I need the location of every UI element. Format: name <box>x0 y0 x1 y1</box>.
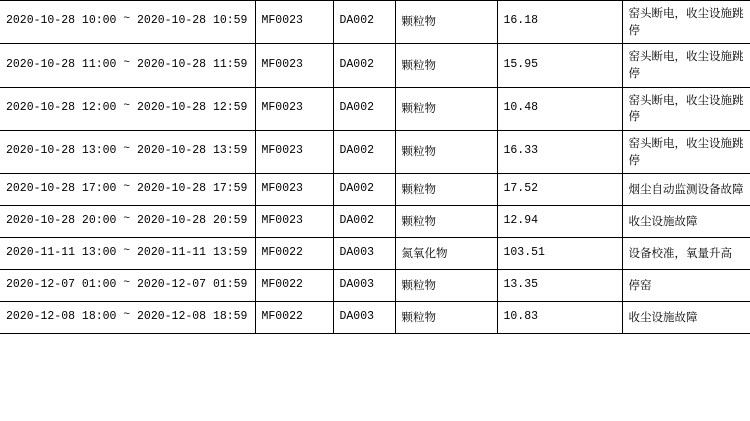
cell-value: 16.18 <box>497 1 622 44</box>
period-start: 2020-10-28 17:00 <box>6 181 117 195</box>
cell-value: 103.51 <box>497 238 622 270</box>
period-separator: ~ <box>123 212 131 225</box>
cell-period <box>0 131 255 174</box>
cell-period <box>0 238 255 270</box>
cell-facility-code: MF0023 <box>255 1 333 44</box>
cell-reason: 窑头断电，收尘设施跳停 <box>622 1 750 44</box>
period-end: 2020-10-28 20:59 <box>137 213 248 227</box>
cell-outlet-code: DA002 <box>333 131 395 174</box>
cell-period <box>0 302 255 334</box>
period-start: 2020-12-08 18:00 <box>6 309 117 323</box>
cell-outlet-code: DA002 <box>333 87 395 130</box>
table-row <box>0 238 750 270</box>
cell-period <box>0 270 255 302</box>
period-start: 2020-11-11 13:00 <box>6 245 117 259</box>
cell-pollutant: 颗粒物 <box>395 270 497 302</box>
cell-value: 13.35 <box>497 270 622 302</box>
cell-reason: 窑头断电，收尘设施跳停 <box>622 87 750 130</box>
cell-value: 12.94 <box>497 206 622 238</box>
cell-facility-code: MF0022 <box>255 270 333 302</box>
cell-reason: 设备校准，氧量升高 <box>622 238 750 270</box>
table-row <box>0 131 750 174</box>
cell-facility-code: MF0023 <box>255 206 333 238</box>
period-separator: ~ <box>123 56 131 69</box>
cell-pollutant: 颗粒物 <box>395 87 497 130</box>
period-start: 2020-12-07 01:00 <box>6 277 117 291</box>
cell-outlet-code: DA002 <box>333 174 395 206</box>
period-start: 2020-10-28 12:00 <box>6 100 117 114</box>
period-separator: ~ <box>123 276 131 289</box>
cell-reason: 收尘设施故障 <box>622 302 750 334</box>
table-row <box>0 174 750 206</box>
cell-facility-code: MF0022 <box>255 302 333 334</box>
cell-facility-code: MF0023 <box>255 174 333 206</box>
cell-pollutant: 颗粒物 <box>395 44 497 87</box>
period-start: 2020-10-28 20:00 <box>6 213 117 227</box>
period-end: 2020-10-28 13:59 <box>137 144 248 158</box>
period-end: 2020-10-28 17:59 <box>137 181 248 195</box>
cell-pollutant: 颗粒物 <box>395 131 497 174</box>
cell-value: 16.33 <box>497 131 622 174</box>
period-start: 2020-10-28 10:00 <box>6 14 117 28</box>
cell-facility-code: MF0023 <box>255 131 333 174</box>
table-row <box>0 87 750 130</box>
cell-reason: 窑头断电，收尘设施跳停 <box>622 44 750 87</box>
cell-outlet-code: DA002 <box>333 206 395 238</box>
cell-pollutant: 颗粒物 <box>395 1 497 44</box>
period-separator: ~ <box>123 143 131 156</box>
cell-reason: 烟尘自动监测设备故障 <box>622 174 750 206</box>
period-start: 2020-10-28 13:00 <box>6 144 117 158</box>
period-separator: ~ <box>123 99 131 112</box>
cell-pollutant: 颗粒物 <box>395 174 497 206</box>
cell-outlet-code: DA003 <box>333 270 395 302</box>
cell-reason: 收尘设施故障 <box>622 206 750 238</box>
cell-value: 10.83 <box>497 302 622 334</box>
period-separator: ~ <box>123 244 131 257</box>
cell-reason: 停窑 <box>622 270 750 302</box>
cell-outlet-code: DA003 <box>333 302 395 334</box>
period-end: 2020-11-11 13:59 <box>137 245 248 259</box>
cell-pollutant: 氮氧化物 <box>395 238 497 270</box>
cell-pollutant: 颗粒物 <box>395 302 497 334</box>
table-row <box>0 206 750 238</box>
cell-period <box>0 206 255 238</box>
cell-pollutant: 颗粒物 <box>395 206 497 238</box>
table-row <box>0 44 750 87</box>
cell-value: 15.95 <box>497 44 622 87</box>
cell-outlet-code: DA003 <box>333 238 395 270</box>
period-separator: ~ <box>123 180 131 193</box>
table-body <box>0 1 750 334</box>
cell-value: 10.48 <box>497 87 622 130</box>
cell-outlet-code: DA002 <box>333 44 395 87</box>
cell-period <box>0 1 255 44</box>
cell-facility-code: MF0022 <box>255 238 333 270</box>
period-end: 2020-10-28 11:59 <box>137 57 248 71</box>
period-end: 2020-10-28 10:59 <box>137 14 248 28</box>
period-separator: ~ <box>123 308 131 321</box>
cell-period <box>0 44 255 87</box>
period-end: 2020-10-28 12:59 <box>137 100 248 114</box>
period-end: 2020-12-07 01:59 <box>137 277 248 291</box>
cell-value: 17.52 <box>497 174 622 206</box>
cell-outlet-code: DA002 <box>333 1 395 44</box>
period-separator: ~ <box>123 13 131 26</box>
period-start: 2020-10-28 11:00 <box>6 57 117 71</box>
cell-reason: 窑头断电，收尘设施跳停 <box>622 131 750 174</box>
period-end: 2020-12-08 18:59 <box>137 309 248 323</box>
cell-facility-code: MF0023 <box>255 44 333 87</box>
table-row <box>0 1 750 44</box>
cell-period <box>0 87 255 130</box>
cell-period <box>0 174 255 206</box>
cell-facility-code: MF0023 <box>255 87 333 130</box>
table-row <box>0 270 750 302</box>
table-row <box>0 302 750 334</box>
